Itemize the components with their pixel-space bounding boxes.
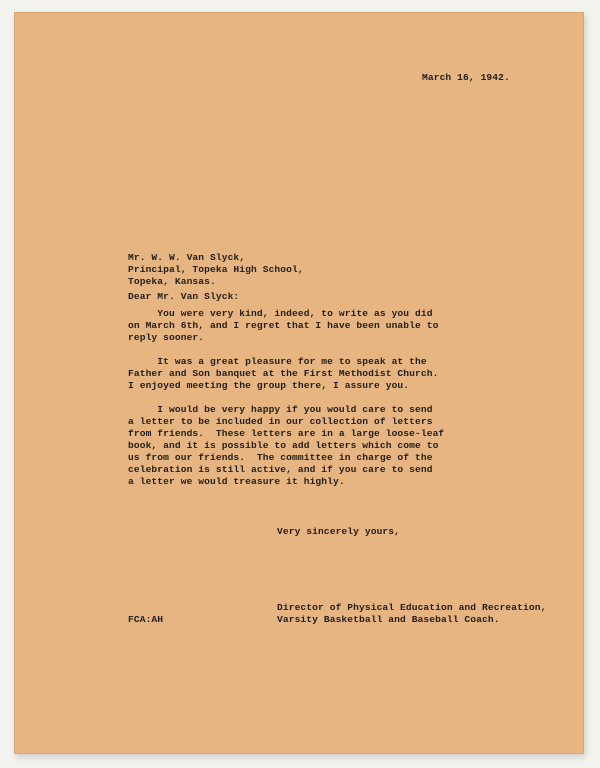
body-line: Father and Son banquet at the First Methodist Church.: [128, 368, 439, 379]
body-line: on March 6th, and I regret that I have been unable to: [128, 320, 439, 331]
body-line: celebration is still active, and if you care to send: [128, 464, 433, 475]
body-line: book, and it is possible to add letters which come to: [128, 440, 439, 451]
letter-page: [14, 12, 584, 754]
body-line: us from our friends. The committee in charge of the: [128, 452, 433, 463]
body-line: from friends. These letters are in a large loose-leaf: [128, 428, 445, 439]
salutation: Dear Mr. Van Slyck:: [128, 291, 240, 302]
signature-title-line-2: Varsity Basketball and Baseball Coach.: [277, 614, 500, 625]
body-line: reply sooner.: [128, 332, 205, 343]
body-line: I would be very happy if you would care to send: [128, 404, 433, 415]
closing: Very sincerely yours,: [277, 526, 401, 537]
body-line: It was a great pleasure for me to speak at the: [128, 356, 427, 367]
body-line: You were very kind, indeed, to write as you did: [128, 308, 433, 319]
signature-block: [277, 602, 546, 626]
body-line: a letter to be included in our collection of letters: [128, 416, 433, 427]
paragraph-1: [128, 308, 444, 344]
letter-date: March 16, 1942.: [422, 72, 510, 83]
typist-initials: FCA:AH: [128, 614, 164, 625]
letter-body: [128, 308, 444, 500]
recipient-address: [128, 252, 304, 288]
recipient-title: Principal, Topeka High School,: [128, 264, 304, 275]
paragraph-3: [128, 404, 444, 488]
recipient-name: Mr. W. W. Van Slyck,: [128, 252, 246, 263]
recipient-city: Topeka, Kansas.: [128, 276, 216, 287]
body-line: a letter we would treasure it highly.: [128, 476, 345, 487]
signature-title-line-1: Director of Physical Education and Recreation,: [277, 602, 547, 613]
body-line: I enjoyed meeting the group there, I assure you.: [128, 380, 410, 391]
paragraph-2: [128, 356, 444, 392]
